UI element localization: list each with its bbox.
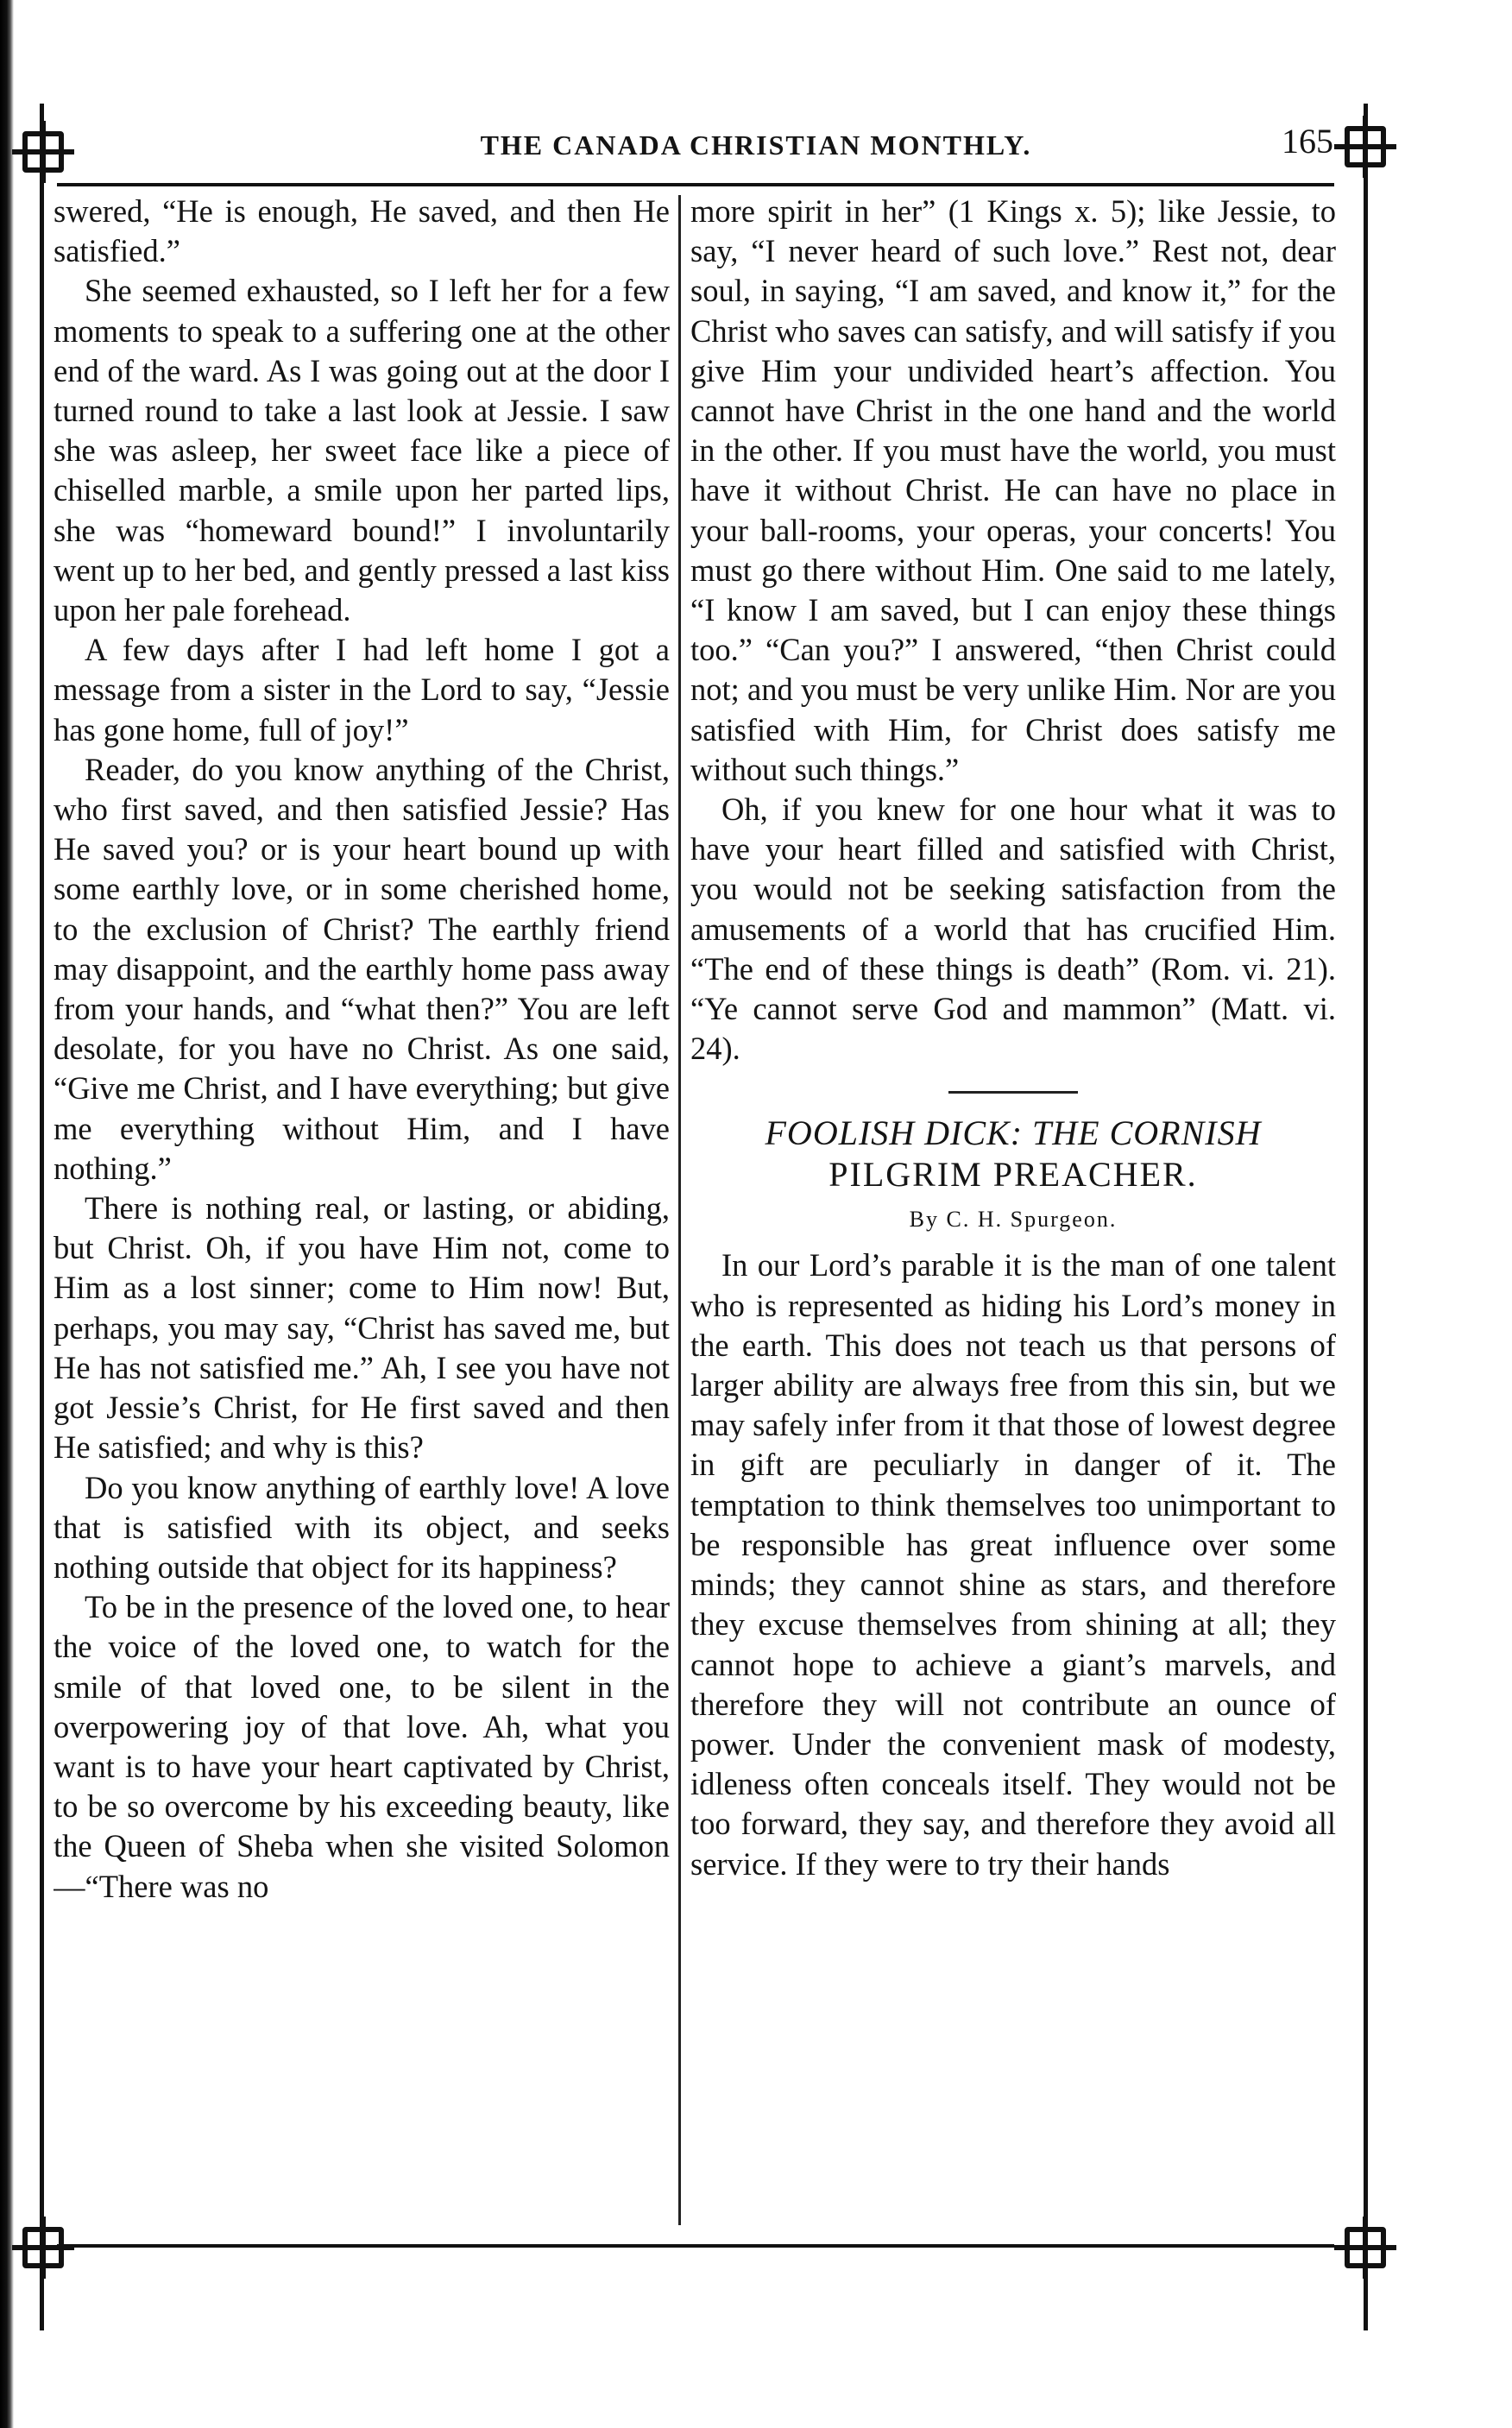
article-byline: By C. H. Spurgeon. xyxy=(909,1207,1118,1233)
section-divider-rule xyxy=(948,1091,1078,1094)
paragraph: A few days after I had left home I got a message from a sister in the Lord to say, “Jessie has gone home, full of joy!” xyxy=(54,632,670,747)
article-title-line-2: PILGRIM PREACHER. xyxy=(828,1155,1198,1195)
footer-rule xyxy=(57,2244,1334,2248)
article-title: FOOLISH DICK: THE CORNISH xyxy=(765,1113,1262,1153)
paragraph: To be in the presence of the loved one, to hear the voice of the loved one, to watch for the smile of that loved one, to be silent in the overpowering joy of that love. Ah, what you want is to have your heart captivated by Christ, to be so overcome by his exceeding beauty, like the Queen of Sheba when she visited Solomon—“There was no xyxy=(54,1589,670,1904)
right-column xyxy=(690,192,1336,2229)
paragraph: Do you know anything of earthly love! A love that is satisfied with its object, and seeks nothing outside that object for its happiness? xyxy=(54,1469,670,1585)
paragraph: She seemed exhausted, so I left her for a few moments to speak to a suffering one at the other end of the ward. As I was going out at the door I turned round to take a last look at Jessie. I saw she was asleep, her sweet face like a piece of chiselled marble, a smile upon her parted lips, she was “homeward bound!” I involuntarily went up to her bed, and gently pressed a last kiss upon her pale forehead. xyxy=(54,273,670,628)
paragraph: Oh, if you knew for one hour what it was to have your heart filled and satisfied with Christ, you would not be seeking satisfaction from the amusements of a world that has crucified Him. “The end of these things is death” (Rom. vi. 21). “Ye cannot serve God and mammon” (Matt. vi. 24). xyxy=(690,791,1336,1067)
corner-ornament-bottom-right xyxy=(1334,2217,1396,2279)
column-divider xyxy=(678,195,681,2225)
running-title: THE CANADA CHRISTIAN MONTHLY. xyxy=(480,129,1032,161)
paragraph: Reader, do you know anything of the Christ, who first saved, and then satisfied Jessie? Has He saved you? or is your heart bound up with some earthly love, or in some cherished home, to the exclusion of Christ? The earthly friend may disappoint, and the earthly home pass away from your hands, and “what then?” You are left desolate, for you have no Christ. As one said, “Give me Christ, and I have everything; but give me everything without Him, and I have nothing.” xyxy=(54,751,670,1186)
page-number: 165 xyxy=(1282,122,1333,161)
paragraph: In our Lord’s parable it is the man of one talent who is represented as hiding his Lord’s money in the earth. This does not teach us that persons of larger ability are always free from this sin, but we may safely infer from it that those of lowest degree in gift are peculiarly in danger of it. The temptation to think themselves too unimportant to be responsible has great influence over some minds; they cannot shine as stars, and therefore they excuse themselves from shining at all; they cannot hope to achieve a giant’s marvels, and therefore they will not contribute an ounce of power. Under the convenient mask of modesty, idleness often conceals itself. They would not be too forward, they say, and therefore they avoid all service. If they were to try their hands xyxy=(690,1247,1336,1882)
frame-left-rule xyxy=(40,104,44,2330)
paragraph: swered, “He is enough, He saved, and then He satisfied.” xyxy=(54,193,670,269)
left-column xyxy=(54,192,670,2229)
frame-right-rule xyxy=(1364,104,1368,2330)
paragraph: more spirit in her” (1 Kings x. 5); like Jessie, to say, “I never heard of such love.” Rest not, dear soul, in saying, “I am saved, and know it,” for the Christ who saves can satisfy, and will satisfy if you give Him your undivided heart’s affection. You cannot have Christ in the one hand and the world in the other. If you must have the world, you must have it without Christ. He can have no place in your ball-rooms, your operas, your concerts! You must go there without Him. One said to me lately, “I know I am saved, but I can enjoy these things too.” “Can you?” I answered, “then Christ could not; and you must be very unlike Him. Nor are you satisfied with Him, for Christ does satisfy me without such things.” xyxy=(690,193,1336,787)
book-spine-shadow xyxy=(0,0,14,2428)
paragraph: There is nothing real, or lasting, or abiding, but Christ. Oh, if you have Him not, come to Him as a lost sinner; come to Him now! But, perhaps, you may say, “Christ has saved me, but He has not satisfied me.” Ah, I see you have not got Jessie’s Christ, for He first saved and then He satisfied; and why is this? xyxy=(54,1190,670,1466)
header-rule xyxy=(57,183,1334,186)
